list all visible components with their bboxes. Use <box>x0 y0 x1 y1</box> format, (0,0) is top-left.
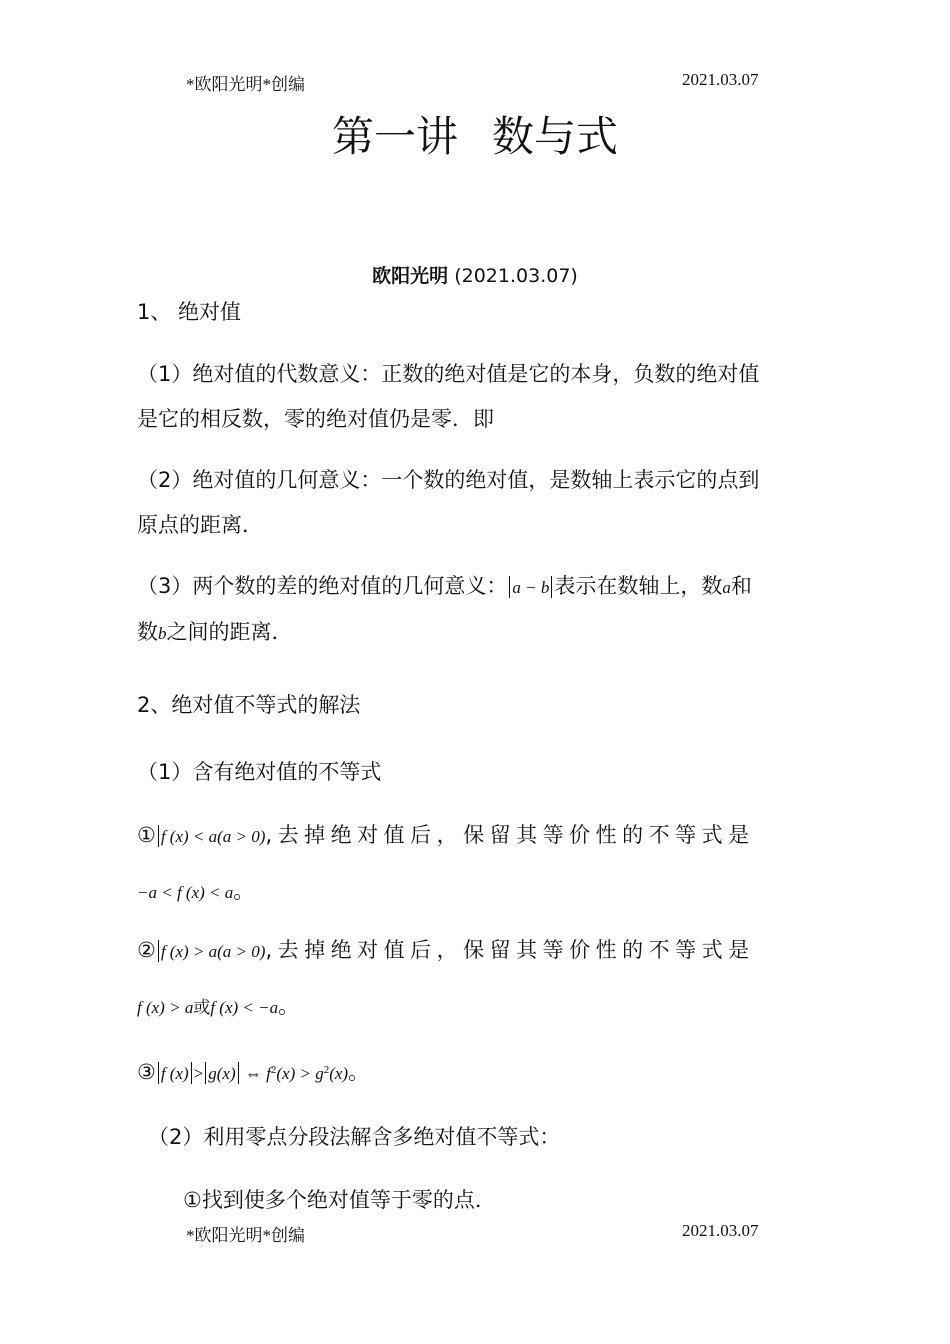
item2-text: ,去掉绝对值后，保留其等价性的不等式是 <box>265 938 755 962</box>
para2-line1: （2）绝对值的几何意义：一个数的绝对值，是数轴上表示它的点到 <box>137 468 760 492</box>
item1-inequality <box>156 827 266 846</box>
item1-mark: ① <box>137 823 156 847</box>
para3-text-c: 和 <box>730 574 752 598</box>
item1-line2 <box>137 869 817 915</box>
item3-sup-g: 2 <box>323 1064 330 1076</box>
step1: ①找到使多个绝对值等于零的点． <box>183 1188 496 1212</box>
item3-gt: > <box>193 1064 204 1083</box>
item3-mark: ③ <box>137 1060 156 1084</box>
item2-mark: ② <box>137 938 156 962</box>
section2-heading: 2、绝对值不等式的解法 <box>137 693 361 717</box>
para3-text-b: 表示在数轴上，数 <box>554 574 723 598</box>
item2-end: 。 <box>278 994 300 1018</box>
var-b: b <box>158 624 167 643</box>
title-part2: 数与式 <box>492 112 619 161</box>
section1-para2 <box>137 458 817 548</box>
item3-sup-f: 2 <box>270 1064 277 1076</box>
author-name: 欧阳光明 <box>372 265 449 287</box>
item3-iff: ⇔ <box>244 1064 262 1083</box>
para1-line1: （1）绝对值的代数意义：正数的绝对值是它的本身，负数的绝对值 <box>137 362 760 386</box>
abs-a-minus-b-expr: a − b <box>512 578 550 597</box>
item3-line <box>137 1048 817 1096</box>
para1-line2: 是它的相反数，零的绝对值仍是零．即 <box>137 407 494 431</box>
para3-line2 <box>137 610 817 656</box>
para2-line2: 原点的距离． <box>137 513 263 537</box>
para3-text-e: 之间的距离． <box>166 620 293 644</box>
item1-text: ,去掉绝对值后，保留其等价性的不等式是 <box>265 823 755 847</box>
section2-sub2: （2）利用零点分段法解含多绝对值不等式： <box>148 1125 561 1149</box>
page-footer-right: 2021.03.07 <box>682 1221 759 1240</box>
item1-end: 。 <box>233 879 255 903</box>
page-title <box>0 104 950 164</box>
var-a: a <box>722 578 731 597</box>
para3-text-d: 数 <box>137 620 158 644</box>
item3-inequality <box>156 1064 348 1083</box>
section2-sub1: （1）含有绝对值的不等式 <box>137 760 382 784</box>
item2-or: 或 <box>193 998 211 1018</box>
section1-para3 <box>137 564 817 656</box>
item3-fx: f (x) <box>160 1064 189 1083</box>
item1-result: −a < f (x) < a <box>137 883 234 902</box>
item2-result-b: f (x) < −a <box>210 998 279 1017</box>
item3-end: 。 <box>348 1060 370 1084</box>
item3-fx-gt-g: (x) > g <box>276 1064 324 1083</box>
para3-text-a: （3）两个数的差的绝对值的几何意义： <box>137 574 508 598</box>
item2-line2 <box>137 984 817 1031</box>
item2-inequality <box>156 942 266 961</box>
section1-para1 <box>137 352 817 442</box>
item1-expr: f (x) < a(a > 0) <box>160 827 266 846</box>
page-header-right: 2021.03.07 <box>682 70 759 89</box>
item2-line1 <box>137 928 817 974</box>
title-part1: 第一讲 <box>331 112 458 161</box>
item3-f: f <box>266 1064 271 1083</box>
author-date: (2021.03.07) <box>454 265 578 287</box>
para3-line1 <box>137 564 817 610</box>
item3-gx: g(x) <box>208 1064 236 1083</box>
author-line <box>0 261 950 288</box>
item2-expr: f (x) > a(a > 0) <box>160 942 266 961</box>
page-footer-left: *欧阳光明*创编 <box>186 1226 305 1245</box>
item2-result-a: f (x) > a <box>137 998 194 1017</box>
page-header-left: *欧阳光明*创编 <box>186 75 305 94</box>
section1-heading: 1、 绝对值 <box>137 300 242 324</box>
item3-gx-end: (x) <box>329 1064 349 1083</box>
abs-a-minus-b <box>507 578 554 597</box>
item1-line1 <box>137 813 817 859</box>
